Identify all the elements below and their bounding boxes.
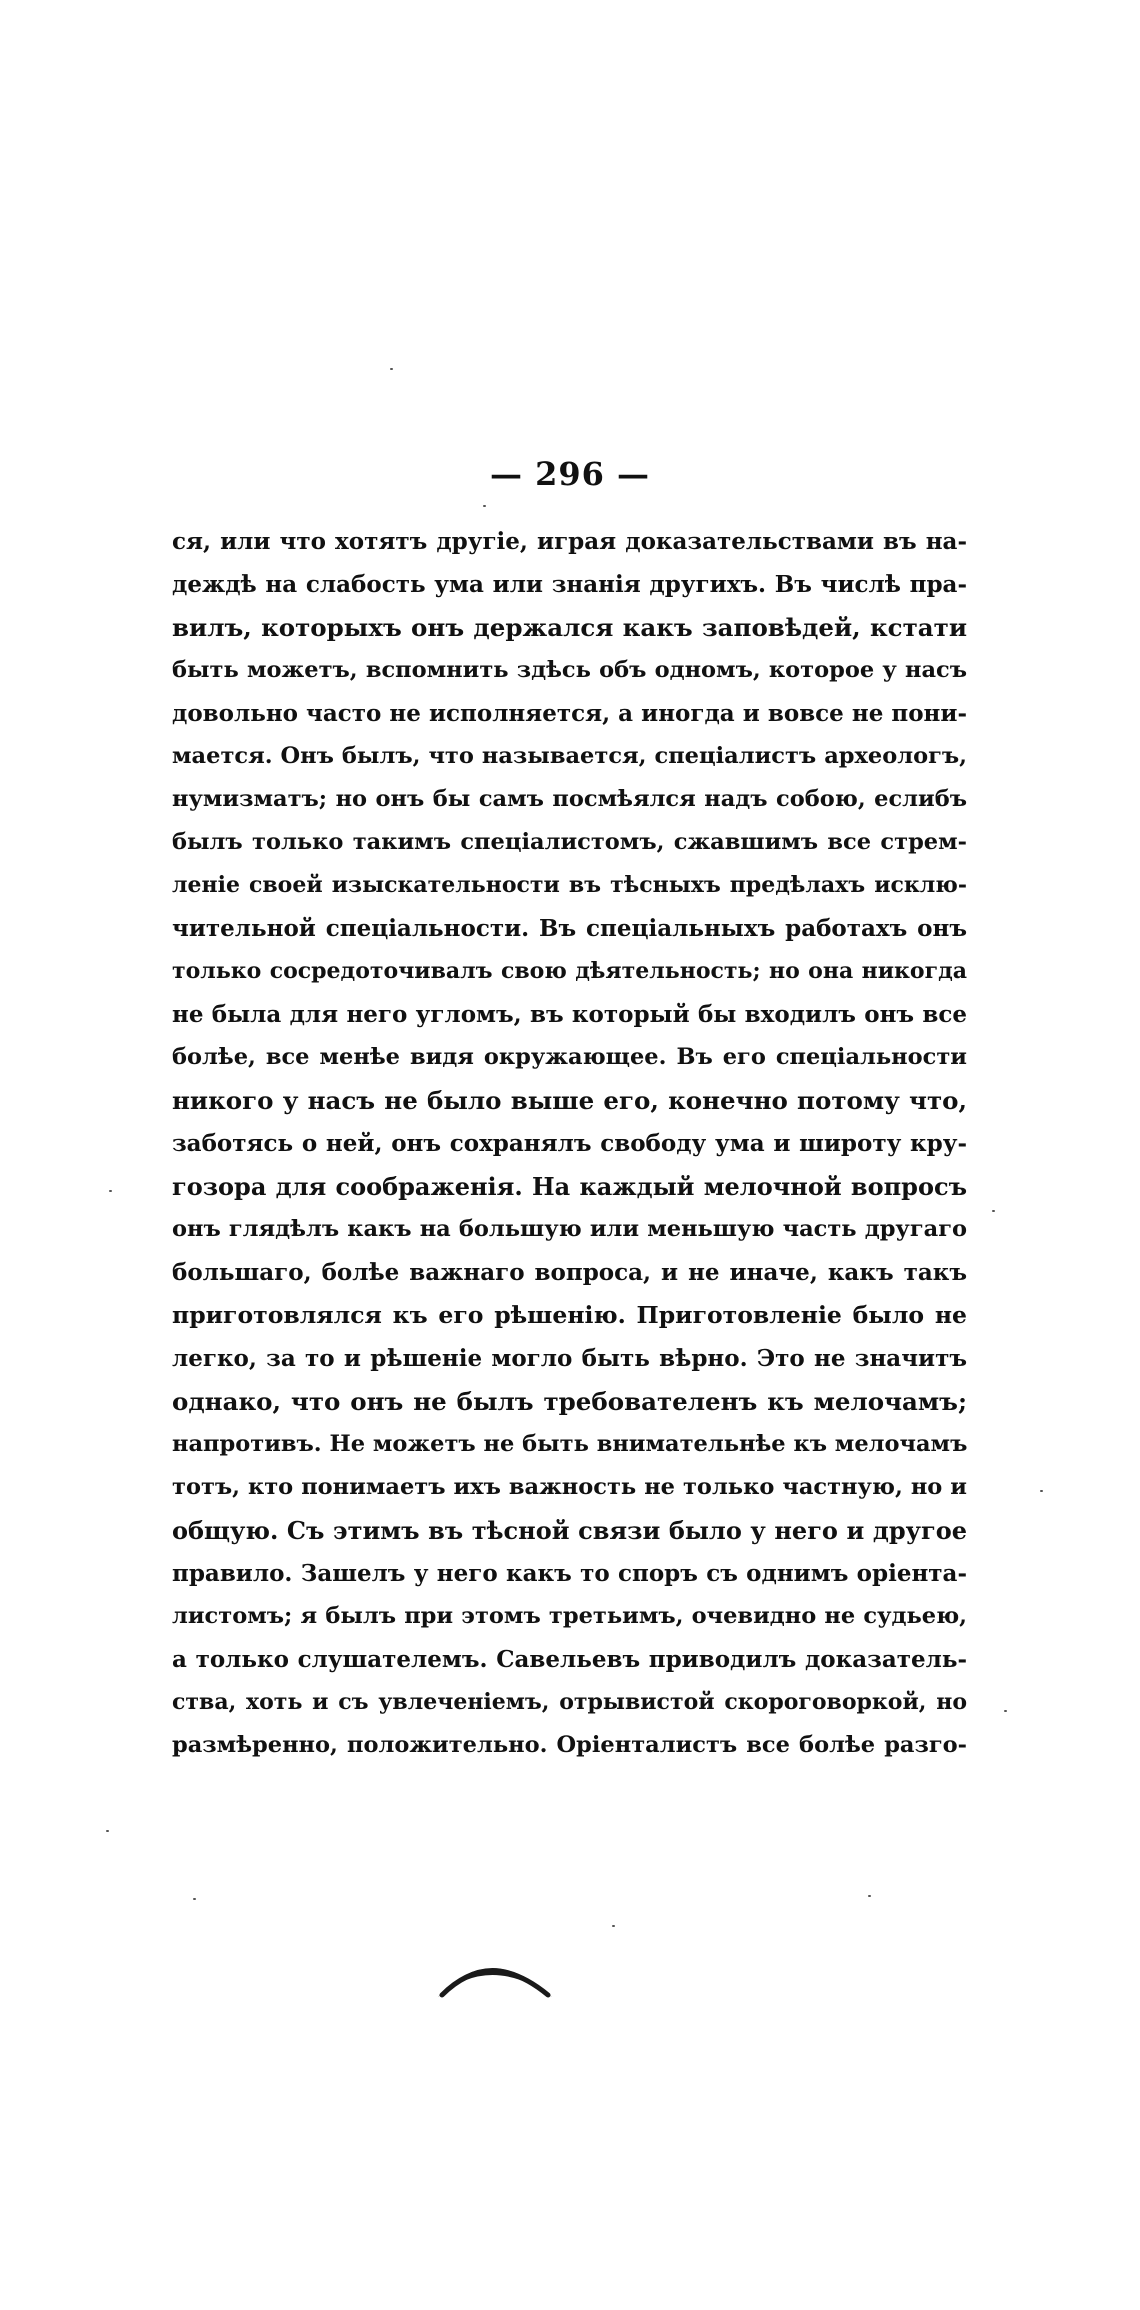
text-line: онъ глядѣлъ какъ на большую или меньшую часть другаго: [172, 1216, 967, 1242]
page-number: — 296 —: [489, 455, 651, 493]
text-line: нумизматъ; но онъ бы самъ посмѣялся надъ собою, еслибъ: [172, 786, 967, 812]
text-line: правило. Зашелъ у него какъ то споръ съ однимъ оріента-: [172, 1560, 967, 1587]
text-line: а только слушателемъ. Савельевъ приводилъ доказатель-: [172, 1646, 967, 1673]
scan-speck: [109, 1190, 112, 1192]
text-line: ства, хоть и съ увлеченіемъ, отрывистой скороговоркой, но: [172, 1689, 967, 1715]
text-line: тотъ, кто понимаетъ ихъ важность не только частную, но и: [172, 1474, 967, 1500]
text-line: ся, или что хотятъ другіе, играя доказательствами въ на-: [172, 528, 967, 555]
text-line: довольно часто не исполняется, а иногда и вовсе не пони-: [172, 700, 967, 727]
scan-speck: [193, 1898, 196, 1900]
text-line: напротивъ. Не можетъ не быть внимательнѣе къ мелочамъ: [172, 1431, 967, 1457]
text-line: вилъ, которыхъ онъ держался какъ заповѣдей, кстати: [172, 613, 967, 642]
scan-speck: [992, 1210, 995, 1212]
text-line: деждѣ на слабость ума или знанія другихъ. Въ числѣ пра-: [172, 571, 967, 598]
text-line: былъ только такимъ спеціалистомъ, сжавшимъ все стрем-: [172, 829, 967, 855]
scan-speck: [483, 505, 486, 507]
text-line: размѣренно, положительно. Оріенталистъ все болѣе разго-: [172, 1732, 967, 1758]
text-line: приготовлялся къ его рѣшенію. Приготовленіе было не: [172, 1301, 967, 1329]
text-line: леніе своей изыскательности въ тѣсныхъ предѣлахъ исклю-: [172, 872, 967, 898]
scan-speck: [612, 1925, 615, 1927]
scan-speck: [390, 368, 393, 370]
arc-ornament-icon: [430, 1945, 560, 2005]
text-line: однако, что онъ не былъ требователенъ къ мелочамъ;: [172, 1387, 967, 1416]
scan-speck: [868, 1895, 871, 1897]
text-line: болѣе, все менѣе видя окружающее. Въ его спеціальности: [172, 1044, 967, 1070]
text-line: не была для него угломъ, въ который бы входилъ онъ все: [172, 1001, 967, 1028]
scan-speck: [1040, 1490, 1043, 1492]
body-text: [172, 520, 967, 1767]
scan-speck: [1004, 1710, 1007, 1712]
text-line: никого у насъ не было выше его, конечно потому что,: [172, 1086, 967, 1115]
text-line: общую. Съ этимъ въ тѣсной связи было у него и другое: [172, 1516, 967, 1545]
text-line: мается. Онъ былъ, что называется, спеціалистъ археологъ,: [172, 743, 967, 769]
text-line: чительной спеціальности. Въ спеціальныхъ работахъ онъ: [172, 915, 967, 942]
text-line: заботясь о ней, онъ сохранялъ свободу ума и широту кру-: [172, 1130, 967, 1157]
text-line: листомъ; я былъ при этомъ третьимъ, очевидно не судьею,: [172, 1603, 967, 1629]
text-line: большаго, болѣе важнаго вопроса, и не иначе, какъ такъ: [172, 1259, 967, 1286]
text-line: быть можетъ, вспомнить здѣсь объ одномъ, которое у насъ: [172, 657, 967, 683]
text-line: только сосредоточивалъ свою дѣятельность; но она никогда: [172, 958, 967, 984]
text-line: легко, за то и рѣшеніе могло быть вѣрно. Это не значитъ: [172, 1345, 967, 1372]
scan-speck: [106, 1830, 109, 1832]
text-line: гозора для соображенія. На каждый мелочной вопросъ: [172, 1172, 967, 1201]
